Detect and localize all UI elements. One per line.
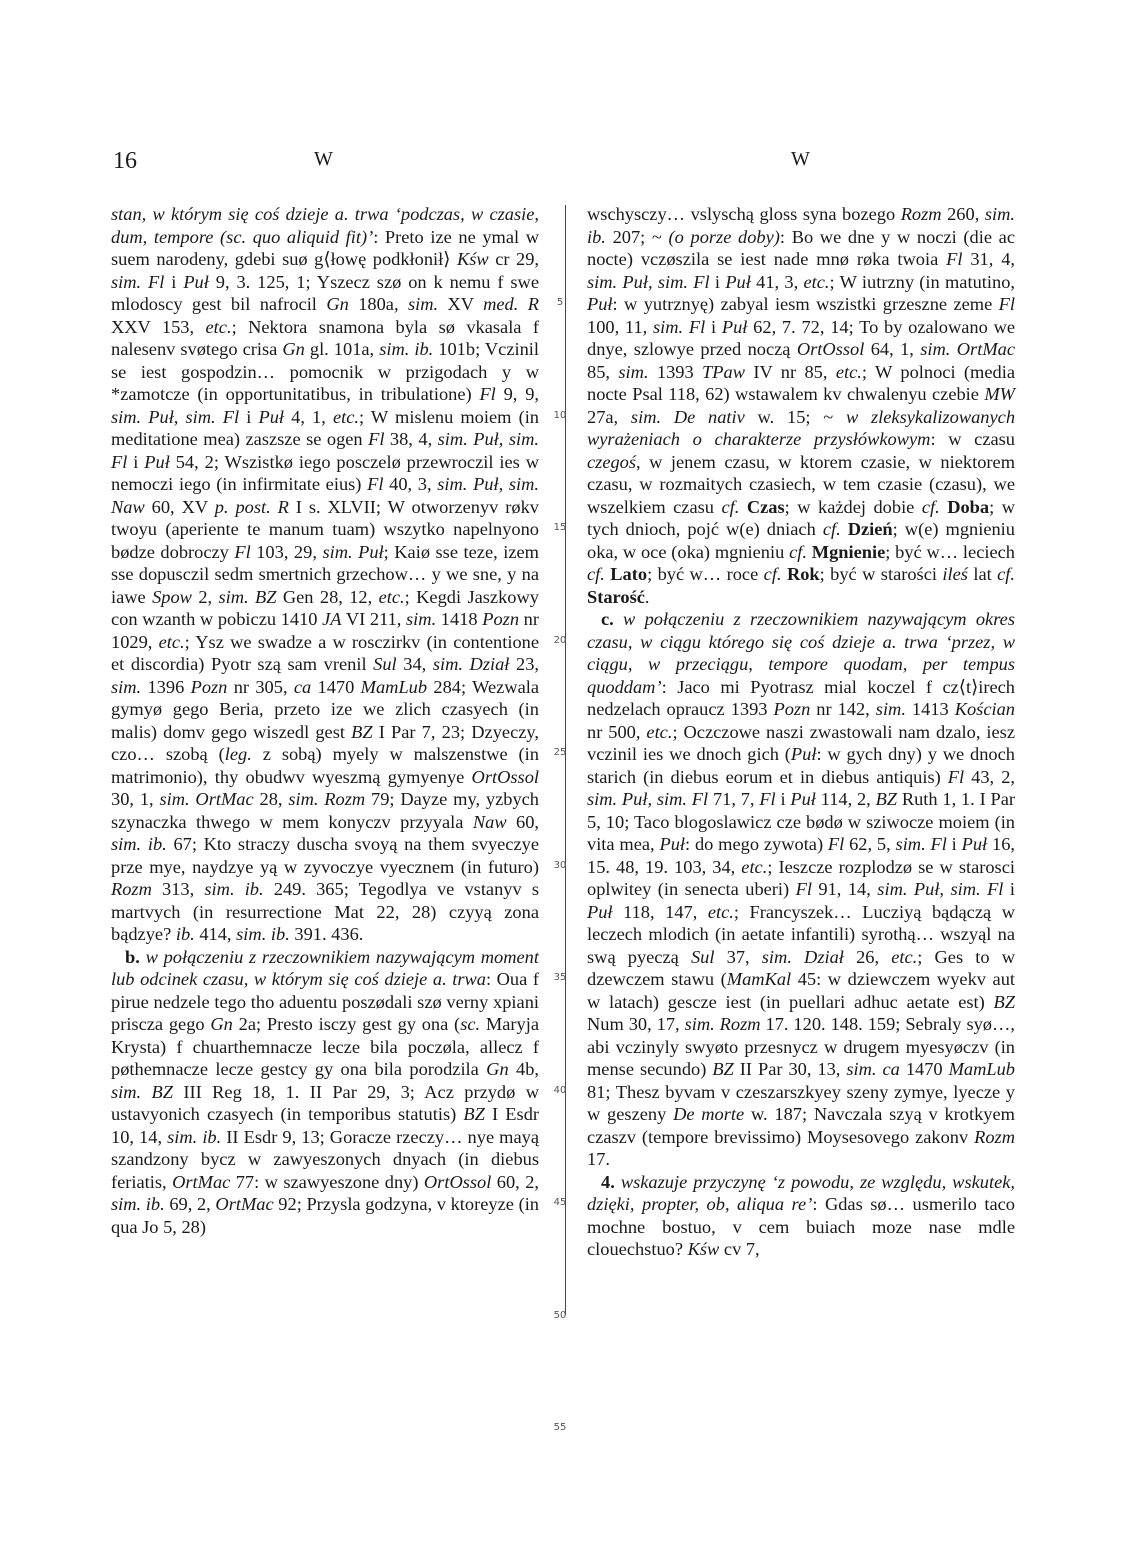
line-number: 50 [553,1309,567,1321]
text-run: : Preto ize ne ymal w suem narodeny, gdebi suø g⟨łowę podkłonił⟩ [111,226,540,269]
text-run: 100, 11, [587,316,653,337]
italic-run: Puł [721,316,748,337]
text-run: ; Nektora snamona byla sø vkasala f nalesenv svøtego crisa [111,316,539,359]
text-run: 60, XV [144,496,215,517]
text-run: ; Francyszek… Lucziyą bądączą w leczech mlodich (in aetate infantili) syrothą… wszyąl na swą pyeczą [587,901,1015,967]
italic-run: JA [322,609,342,629]
bold-run: Doba [947,496,990,517]
line-number: 40 [553,1084,567,1096]
italic-run: sim. Fl [895,834,947,854]
italic-run: etc. [378,586,405,607]
text-run: 2a; Presto isczy gest gy ona ( [232,1014,461,1034]
text-run: ; być w starości [819,564,943,584]
italic-run: Puł [587,901,613,922]
text-run: 62, 7. 72, 14; To by ozalowano we dnye, szlowye przed noczą [587,316,1016,359]
italic-run: wskazuje przyczynę ‘z powodu, ze względu, wskutek, dzięki, propter, ob, aliqua re’ [587,1171,1015,1214]
text-run: 284; Wezwala gymyø gego Beria, przeto ize we zlich czasyech (in malis) domv gego wiszedl gest [111,676,540,742]
italic-run: cf. [997,564,1015,584]
text-run: 260, [941,204,985,224]
text-run: ; Ges to w dzewczem stawu ( [587,946,1016,989]
text-run: : w yutrznyę) zabyal iesm wszistki grzeszne zeme [612,294,999,314]
italic-run: sim. ib. [111,1194,165,1214]
text-run: I Esdr 10, 14, [111,1104,540,1147]
italic-run: sim. ib. [167,1126,222,1147]
text-run: : Gdas sø… usmerilo taco mochne bostuo, v cem buiach moze nase mdle clouechstuo? [587,1194,1015,1259]
italic-run: leg. [224,744,252,764]
italic-run: Sul [373,654,397,674]
text-run: 85, [587,361,619,382]
italic-run: sim. Dział [432,654,510,674]
italic-run: w zleksykalizowanych wyrażeniach o charakterze przysłówkowym [587,406,1016,449]
text-run: 16, 15. 48, 19. 103, 34, [587,834,1015,877]
italic-run: Pozn [482,609,520,629]
text-run: ; Ieszcze rozplodzø se w starosci oplwitey (in senecta uberi) [587,856,1015,899]
text-run: lat [967,564,998,584]
italic-run: Sul [690,946,715,967]
italic-run: etc. [707,901,734,922]
italic-run: Fl [368,429,385,449]
bold-run: Czas [746,496,785,517]
text-run: 103, 29, [250,541,323,562]
text-run: 27a, [587,406,631,427]
text-run: wschysczy… vslyschą gloss syna bozego [587,204,901,224]
text-run: ; w każdej dobie [784,496,922,517]
bold-run: Starość [587,586,645,607]
text-run: 41, 3, [750,271,804,292]
text-run: , w jenem czasu, w ktorem czasie, w niektorem czasu, w rozmaitych czasiech, w tem czasie (czasu), we wszelkiem czasu [587,451,1015,517]
italic-run: Gn [210,1014,233,1034]
italic-run: etc. [803,271,830,292]
italic-run: Puł [144,451,170,472]
text-run: 40, 3, [383,474,438,494]
italic-run: sim. Fl [653,316,706,337]
italic-run: OrtMac [215,1194,274,1214]
italic-run: cf. [822,519,841,539]
text-run: 43, 2, [964,766,1015,787]
italic-run: Naw [472,811,507,832]
text-run: 4b, [508,1059,539,1079]
italic-run: Puł [725,271,751,292]
italic-run: czegoś [587,451,637,472]
running-head-right: W [791,148,810,170]
entry-paragraph-a [111,203,539,946]
bold-run: Rok [786,564,820,584]
right-column [587,203,1015,1261]
italic-run: ib. [175,924,195,944]
text-run [739,497,747,517]
text-run: Num 30, 17, [587,1014,685,1034]
text-run: 64, 1, [864,339,921,359]
text-run: XV [438,294,484,314]
text-run: 101b; Vczinil se iest gospodzin… pomocnik w przigodach y w *zamotcze (in opportunitatibus, in tribulatione) [111,339,540,404]
text-run: Ruth 1, 1. I Par 5, 10; Taco blogoslawicz cze bødø w sziwocze moiem (in vita mea, [587,789,1015,854]
italic-run: ca [293,676,312,697]
italic-run: etc. [835,361,862,382]
text-run: 62, 5, [844,834,896,854]
text-run: I s. XLVII; W otworzenyv røkv twoyu (aperiente te manum tuam) wszytko napelnyono bødze dobroczy [111,496,539,562]
italic-run: Puł [790,789,816,809]
text-run: 67; Kto straczy duscha svoyą na them svyeczye prze mye, naydzye yą w zyvoczye vyecznem (in futuro) [111,834,539,877]
text-run: : Oua f pirue nedzele tego tho aduentu poszødali szø verny xpiani priscza gego [111,969,539,1034]
italic-run: sim. OrtMac [159,789,254,809]
text-run: ; Kaiø sse teze, izem sse dopusczil sedm smertnich grzechow… y we sne, y na iawe [111,541,539,607]
text-run: : do mego zywota) [685,834,828,854]
italic-run: BZ [463,1104,485,1124]
text-run: : w czasu [930,429,1015,449]
italic-run: sim. Dział [761,946,844,967]
text-run: 9, 9, [495,384,539,404]
italic-run: Fl [947,766,965,787]
italic-run: MamLub [360,676,428,697]
text-run: 69, 2, [164,1194,216,1214]
italic-run: Puł [790,744,817,764]
italic-run: De morte [673,1104,745,1124]
text-run: nr 142, [810,699,876,719]
italic-run: BZ [993,991,1015,1012]
italic-run: sim. Rozm [288,789,366,809]
text-run: z sobą) myely w malszenstwe (in matrimonio), thy obudwv wyeszmą gymyenye [111,744,539,787]
italic-run: Puł [587,294,613,314]
italic-run: sim. OrtMac [920,339,1016,359]
page-number: 16 [113,148,137,174]
text-run [614,609,623,629]
italic-run: TPaw [702,361,745,382]
italic-run: BZ [351,721,373,742]
italic-run: sim. [407,294,439,314]
text-run: 17. 120. 148. 159; Sebraly syø…, abi vczinyly swyøto przesnycz w drugem myesyøczv (in mense secundo) [587,1014,1015,1079]
text-run: Maryja Krysta) f chuarthemnacze lecze bila poczøla, allecz f pøthemnacze lecze gestcy gy ona bila porodzila [111,1014,539,1079]
text-run: 1470 [311,676,361,697]
italic-run: Puł [961,834,988,854]
text-run: 4, 1, [284,406,333,427]
text-run: 81; Thesz byvam v czeszarszkyey szeny zymye, lyecze y w geszeny [587,1081,1015,1124]
text-run: Gen 28, 12, [276,586,379,607]
bold-run: b. [125,946,140,967]
text-run: i [946,834,962,854]
italic-run: etc. [741,856,768,877]
text-run [841,519,848,539]
text-run: : Jaco mi Pyotrasz mial koczel f cz⟨t⟩irech nedzelach opraucz 1393 [587,676,1015,719]
italic-run: Kościan [954,699,1016,719]
entry-paragraph-continued [587,203,1015,608]
italic-run: sc. [460,1014,481,1034]
text-run: ; w tych dnioch, pojć w(e) dniach [587,496,1015,539]
text-run: 60, [506,811,539,832]
text-run: ; być w… leciech [885,541,1015,562]
italic-run: (o porze doby) [668,226,780,247]
entry-paragraph-b [111,946,539,1239]
text-run: 38, 4, [384,429,438,449]
text-run: i [164,271,184,292]
italic-run: sim. [406,609,437,629]
italic-run: sim. Puł, sim. Fl [587,271,710,292]
italic-run: Fl [998,294,1015,314]
text-run: 77: w szawyeszone dny) [230,1171,424,1192]
entry-paragraph-c [587,608,1015,1171]
italic-run: sim. Puł, sim. Fl [877,879,1004,899]
text-run: cr 29, [488,249,539,269]
text-run: w. 187; Navczala szyą v krotkyem czaszv (tempore brevissimo) Moysesovego zakonv [587,1104,1015,1147]
italic-run: sim. BZ [218,586,277,607]
text-run: 2, [191,586,219,607]
column-rule [565,205,566,1315]
italic-run: cf. [789,541,807,562]
text-run: 118, 147, [612,901,708,922]
text-run: 1393 [648,361,703,382]
text-run: 1470 [899,1059,949,1079]
italic-run: sim. Rozm [684,1014,761,1034]
line-number: 55 [553,1422,567,1433]
text-run: i [705,316,722,337]
bold-run: Lato [610,564,648,584]
italic-run: sim. Puł [322,541,384,562]
text-run: ; W mislenu moiem (in meditatione mea) zaszsze se ogen [111,406,539,449]
text-run: 1413 [905,699,955,719]
left-column [111,203,539,1238]
italic-run: sim. BZ [111,1081,173,1102]
italic-run: MamLub [948,1059,1015,1079]
text-run: i [127,451,145,472]
italic-run: Rozm [111,879,152,899]
text-run: 1418 [436,609,483,629]
italic-run: etc. [158,631,185,652]
text-run: 92; Przysla godzyna, v ktoreyze (in qua Jo 5, 28) [111,1194,539,1237]
text-run: 414, [194,924,237,944]
italic-run: sim. ib. [204,879,264,899]
text-run: : Bo we dne y w noczi (die ac nocte) vczøszila se iest nade mnø røka twoia [587,226,1015,269]
text-run: nr 500, [587,721,647,742]
italic-run: OrtOssol [471,766,539,787]
text-run: 180a, [348,294,408,314]
text-run: 207; ~ [605,226,669,247]
italic-run: cf. [587,564,605,584]
italic-run: sim. ib. [111,834,167,854]
text-run: 1396 [141,676,191,697]
entry-paragraph-4 [587,1171,1015,1261]
text-run: ; Kegdi Jaszkowy con wzanth w pobiczu 1410 [111,586,539,629]
italic-run: sim. Puł, sim. Fl [111,429,540,472]
italic-run: Rozm [900,204,942,224]
text-run: 37, [714,946,762,967]
italic-run: sim. ib. [379,339,434,359]
line-number: 15 [553,522,567,533]
italic-run: med. R [483,294,539,314]
italic-run: Fl [479,384,496,404]
italic-run: sim. ca [846,1059,900,1079]
text-run: II Esdr 9, 13; Goracze rzeczy… nye mayą szandzony bycz w zawyeszonych dnyach (in diebus feriatis, [111,1126,539,1192]
text-run: . [644,586,650,607]
italic-run: OrtMac [172,1171,231,1192]
italic-run: ileś [942,564,968,584]
text-run: w. 15; ~ [744,406,846,427]
text-run: ; Ysz we swadze a w rosczirkv (in contentione et discordia) Pyotr szą sam vrenil [111,631,539,674]
italic-run: sim. De nativ [630,406,745,427]
italic-run: Rozm [974,1126,1015,1147]
text-run: 313, [151,879,205,899]
italic-run: cf. [763,564,782,584]
italic-run: etc. [891,946,918,967]
text-run: 79; Dayze my, yzbych szynaczka thwego w mem konyczv przyyala [111,789,539,832]
italic-run: Gn [282,339,305,359]
italic-run: p. post. R [214,496,289,517]
italic-run: Pozn [773,699,811,719]
italic-run: Fl [367,474,384,494]
text-run: 23, [509,654,539,674]
italic-run: Gn [326,294,349,314]
text-run: I Par 7, 23; Dzyeczy, czo… szobą ( [111,721,539,764]
line-number: 20 [553,634,567,646]
bold-run: 4. [601,1171,615,1192]
text-run: 71, 7, [708,789,760,809]
italic-run: BZ [875,789,898,809]
italic-run: Fl [234,541,251,562]
bold-run: Mgnienie [811,541,886,562]
italic-run: cf. [921,496,940,517]
text-run: i [709,271,726,292]
line-number: 35 [553,972,567,983]
text-run: cv 7, [719,1239,760,1259]
italic-run: Puł [183,271,209,292]
text-run: nr 305, [227,676,294,697]
text-run: IV nr 85, [744,361,836,382]
text-run: ; W polnoci (media nocte Psal 118, 62) wstawalem kv chwalenyu czebie [587,361,1015,404]
text-run: 30, 1, [111,789,160,809]
line-number: 5 [556,297,564,308]
italic-run: w połączeniu z rzeczownikiem nazywającym okres czasu, w ciągu którego się coś dzieje a. trwa ‘przez, w ciągu, w przeciągu, tempore quodam, per tempus quoddam’ [587,609,1015,697]
text-run: 114, 2, [815,789,876,809]
italic-run: Kśw [456,249,489,269]
text-run: : w gych dny) y we dnoch starich (in diebus eorum et in diebus antiquis) [587,744,1015,787]
text-run: i [775,789,791,809]
text-run: nr 1029, [111,609,539,652]
text-run: 391. 436. [289,924,364,944]
text-run: 17. [587,1149,610,1169]
italic-run: w połączeniu z rzeczownikiem nazywającym moment lub odcinek czasu, w którym się coś dzieje a. trwa [111,946,539,989]
text-run: 91, 14, [811,879,878,899]
text-run: gl. 101a, [304,339,380,359]
italic-run: MamKal [726,969,792,989]
text-run: 34, [396,654,433,674]
text-run: III Reg 18, 1. II Par 29, 3; Acz przydø w ustavyonich czasyech (in temporibus statutis) [111,1081,539,1124]
text-run: 249. 365; Tegodlya ve vstanyv s martvych (in resurrectione Mat 22, 28) czyyą zona bądzye? [111,879,539,944]
text-run: 28, [253,789,289,809]
text-run: XXV 153, [111,316,206,337]
italic-run: Fl [946,249,963,269]
italic-run: Puł [258,406,285,427]
italic-run: Spow [152,586,192,607]
text-run: ; w(e) mgnieniu oka, w oce (oka) mgnieniu [587,519,1015,562]
italic-run: OrtOssol [423,1171,492,1192]
bold-run: Dzień [847,519,893,539]
italic-run: cf. [721,496,740,517]
text-run: i [1003,879,1015,899]
text-run: II Par 30, 13, [733,1059,847,1079]
text-run: 31, 4, [962,249,1016,269]
text-run: ; Oczczowe naszi zwastowali nam dzalo, iesz vczinil ies we dnoch gich ( [587,721,1016,764]
line-number: 45 [553,1197,567,1208]
italic-run: Fl [759,789,776,809]
italic-run: MW [984,384,1015,404]
text-run: ; W iutrzny (in matutino, [829,271,1015,292]
italic-run: Fl [795,879,812,899]
italic-run: stan, w którym się coś dzieje a. trwa ‘podczas, w czasie, dum, tempore (sc. quo aliquid fit)’ [111,204,539,247]
text-run: VI 211, [341,609,407,629]
italic-run: BZ [712,1059,734,1079]
text-run: 60, 2, [491,1171,539,1192]
italic-run: sim. ib. [236,924,290,944]
italic-run: Pozn [190,676,228,697]
bold-run: c. [601,609,614,629]
italic-run: Puł [659,834,686,854]
italic-run: sim. [111,676,142,697]
line-number: 30 [553,859,567,871]
line-number: 25 [553,747,567,758]
italic-run: Gn [486,1059,509,1079]
text-run: i [239,406,259,427]
italic-run: etc. [205,316,232,337]
italic-run: sim. Puł, sim. Naw [111,474,540,517]
italic-run: sim. [875,699,906,719]
text-run: 54, 2; Wszistkø iego posczelø przewroczil ies w nemoczi iego (in infirmitate eius) [111,451,539,494]
running-head-left: W [314,148,333,170]
italic-run: etc. [332,406,359,427]
italic-run: sim. Puł, sim. Fl [587,789,709,809]
italic-run: sim. [618,361,649,382]
italic-run: etc. [646,721,673,742]
text-run: 26, [843,946,892,967]
line-number: 10 [553,409,567,421]
italic-run: sim. ib. [587,204,1015,247]
italic-run: OrtOssol [796,339,865,359]
text-run: 45: w dziewczem wyekv aut w latach) gescze iest (in puellari adhuc aetate est) [587,969,1015,1012]
italic-run: sim. Puł, sim. Fl [111,406,240,427]
italic-run: Kśw [687,1239,720,1259]
italic-run: Fl [827,834,845,854]
text-run: 9, 3. 125, 1; Yszecz szø on k nemu f swe mlodoscy gest bil nafrocil [111,271,539,314]
italic-run: sim. Fl [111,271,165,292]
text-run: ; być w… roce [647,564,764,584]
